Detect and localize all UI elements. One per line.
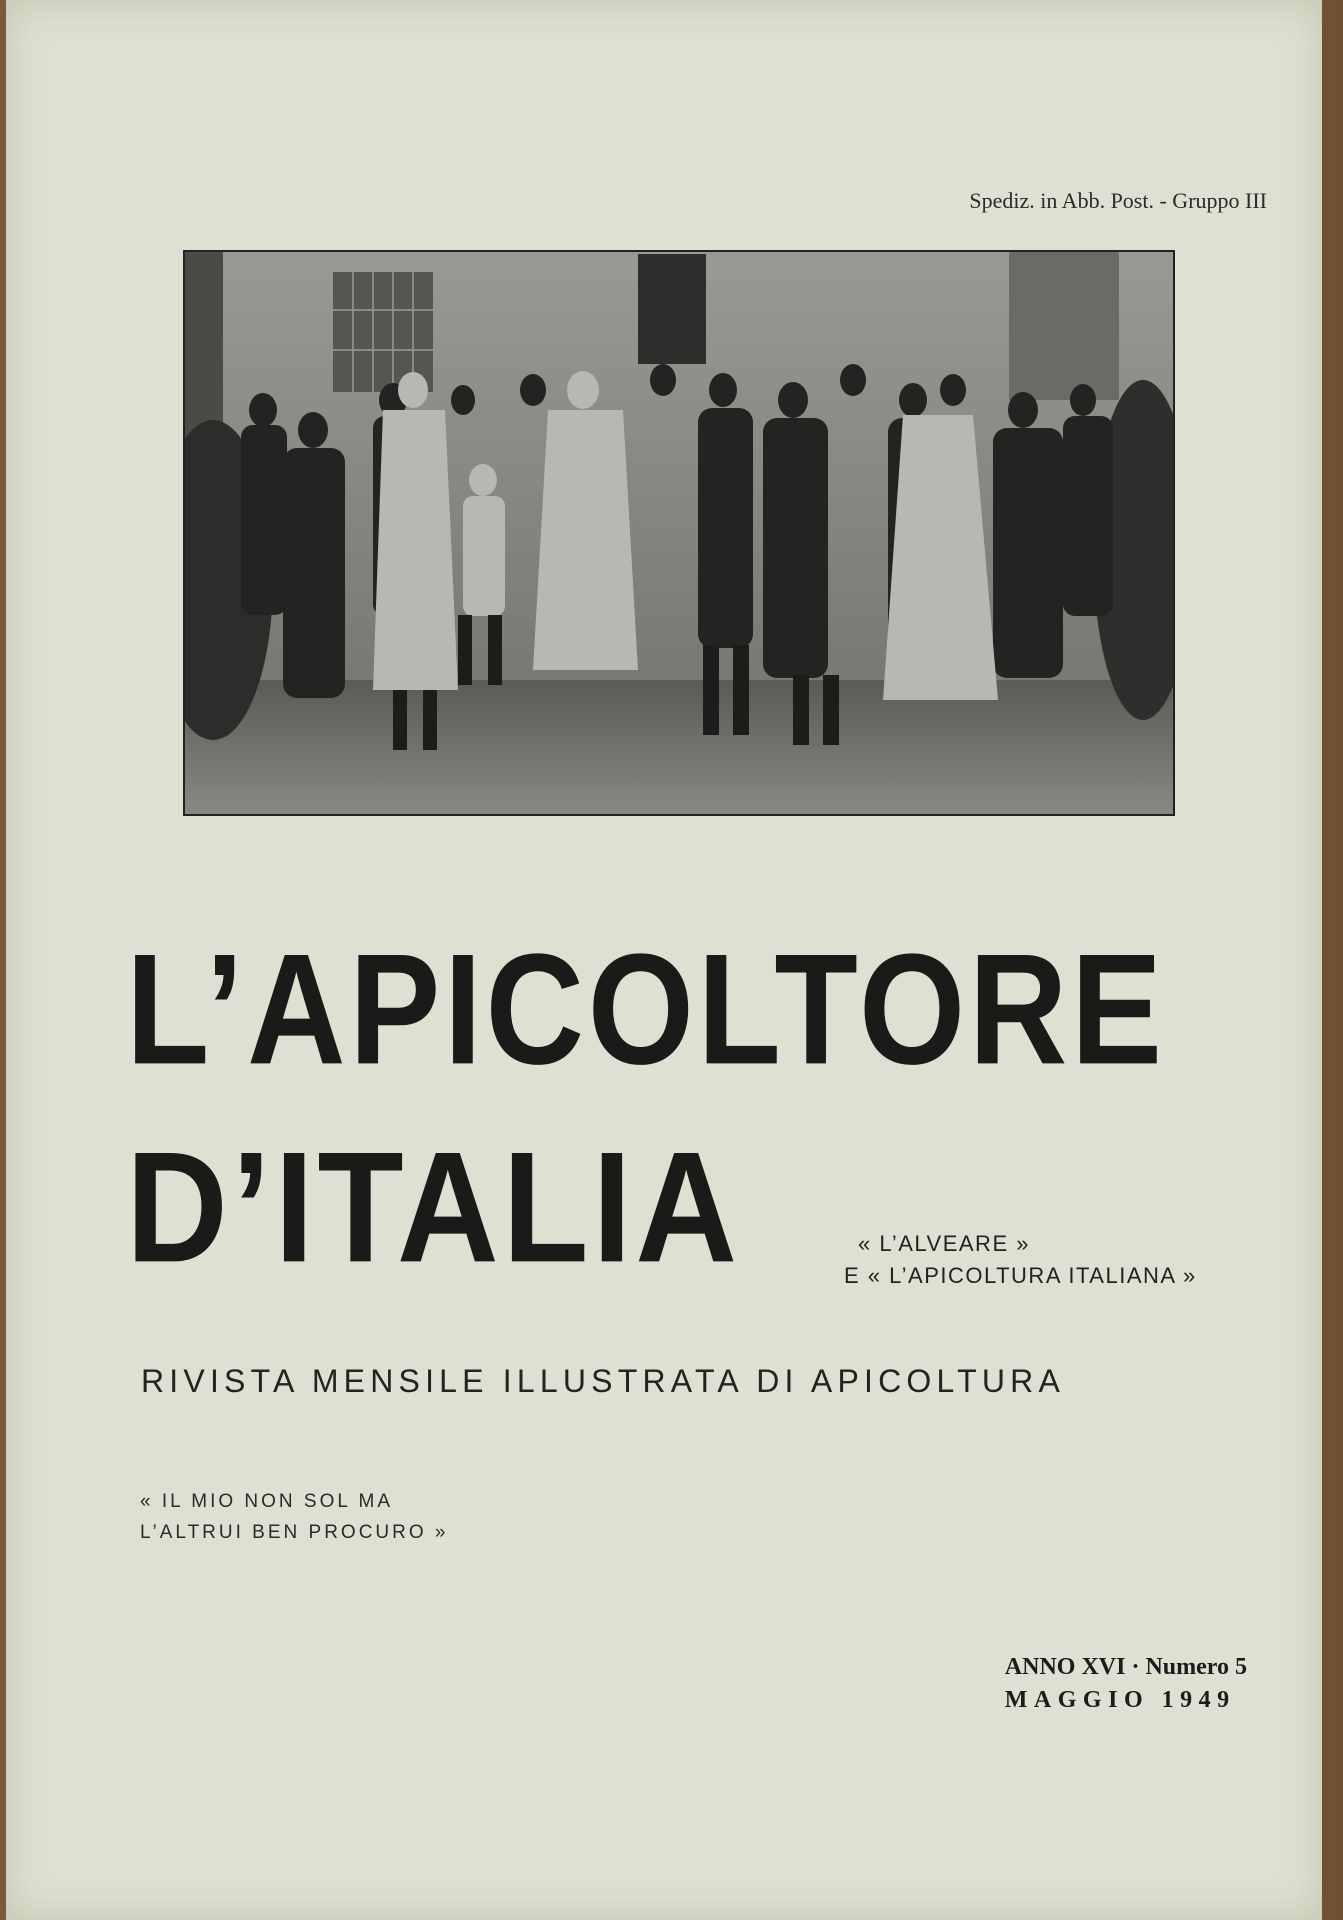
issue-info xyxy=(1005,1654,1247,1714)
magazine-subtitle: RIVISTA MENSILE ILLUSTRATA DI APICOLTURA xyxy=(141,1363,1066,1399)
masthead-title-line2: D’ITALIA xyxy=(126,1118,741,1295)
incorporated-line2: E « L’APICOLTURA ITALIANA » xyxy=(844,1262,1197,1288)
issue-number: ANNO XVI · Numero 5 xyxy=(1004,1654,1247,1680)
incorporated-line1: « L’ALVEARE » xyxy=(858,1231,1030,1256)
cover-photo xyxy=(183,250,1175,816)
masthead-title-line1: L’APICOLTORE xyxy=(126,920,1166,1097)
motto-line2: L’ALTRUI BEN PROCURO » xyxy=(140,1522,449,1544)
motto xyxy=(140,1486,448,1549)
group-photo-image xyxy=(183,250,1175,816)
issue-date: MAGGIO 1949 xyxy=(1004,1687,1236,1713)
incorporated-titles xyxy=(844,1228,1197,1292)
postal-note: Spediz. in Abb. Post. - Gruppo III xyxy=(969,188,1267,213)
motto-line1: « IL MIO NON SOL MA xyxy=(140,1491,394,1512)
